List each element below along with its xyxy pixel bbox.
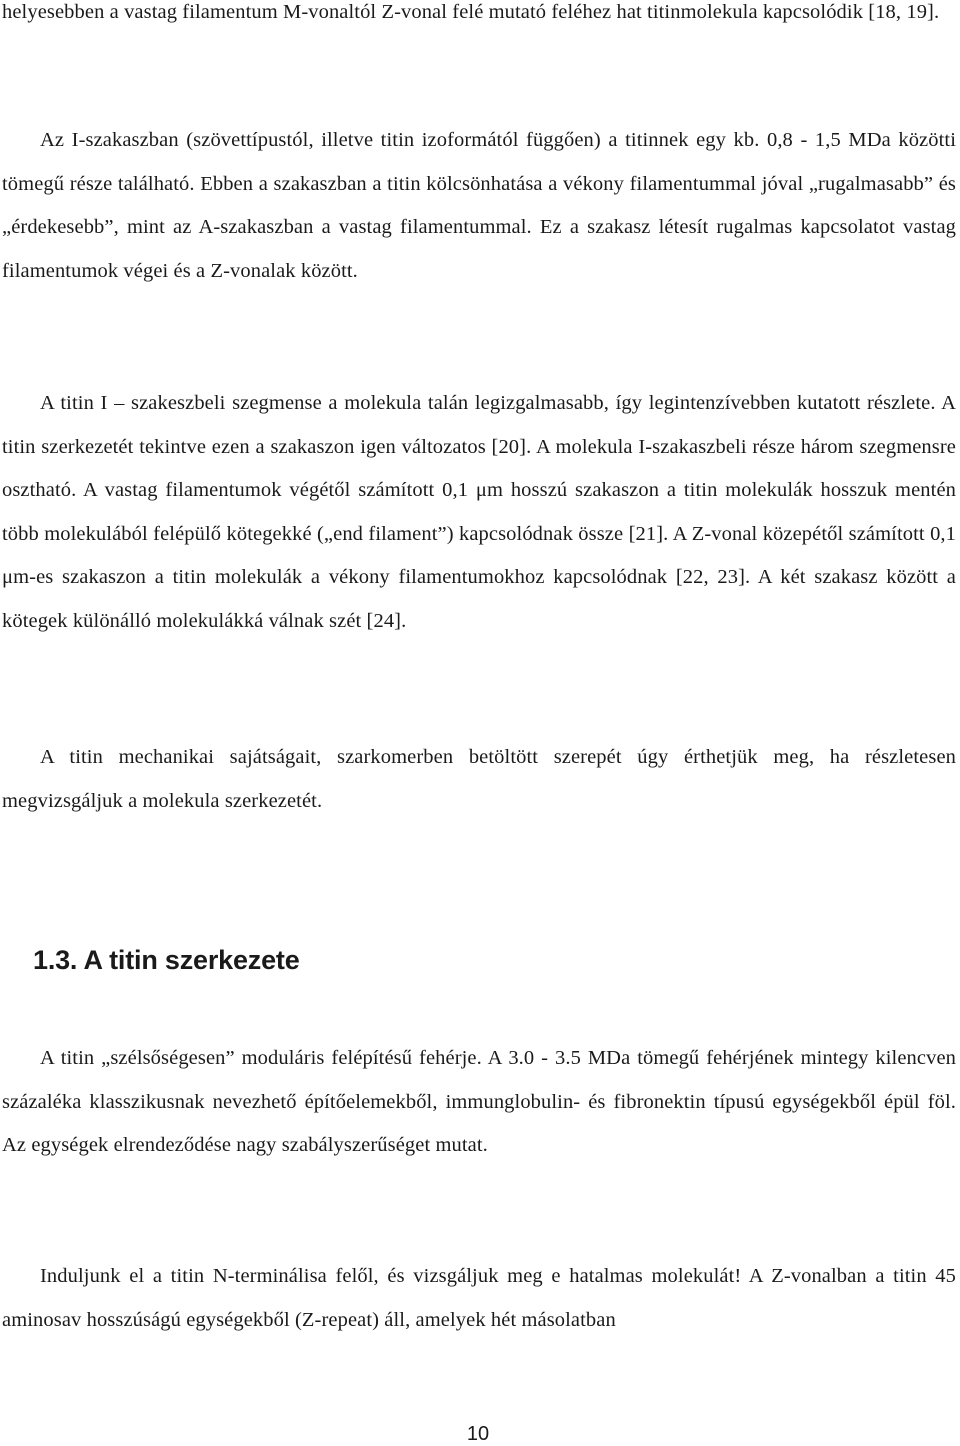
paragraph-modular-structure: A titin „szélsőségesen” moduláris felépítésű fehérje. A 3.0 - 3.5 MDa tömegű fehérjének mintegy kilencven százaléka klasszikusnak nevezhető építőelemekből, immunglobulin- és fibronektin típusú egységekből épül föl. Az egységek elrendeződése nagy szabályszerűséget mutat. [2, 1047, 956, 1157]
paragraph-i-band: Az I-szakaszban (szövettípustól, illetve titin izoformától függően) a titinnek egy kb. 0,8 - 1,5 MDa közötti tömegű része található. Ebben a szakaszban a titin kölcsönhatása a vékony filamentummal jóval „rugalmasabb” és „érdekesebb”, mint az A-szakaszban a vastag filamentummal. Ez a szakasz létesít rugalmas kapcsolatot vastag filamentumok végei és a Z-vonalak között. [2, 129, 956, 282]
section-heading: 1.3. A titin szerkezete [33, 945, 300, 975]
paragraph-continuation: helyesebben a vastag filamentum M-vonaltól Z-vonal felé mutató feléhez hat titinmolekula kapcsolódik [18, 19]. [2, 1, 940, 23]
paragraph-mechanics: A titin mechanikai sajátságait, szarkomerben betöltött szerepét úgy érthetjük meg, ha részletesen megvizsgáljuk a molekula szerkezetét. [2, 746, 956, 812]
paragraph-i-segment: A titin I – szakeszbeli szegmense a molekula talán legizgalmasabb, így legintenzívebben kutatott részlete. A titin szerkezetét tekintve ezen a szakaszon igen változatos [20]. A molekula I-szakaszbeli része három szegmensre osztható. A vastag filamentumok végétől számított 0,1 μm hosszú szakaszon a titin molekulák hosszuk mentén több molekulából felépülő kötegekké („end filament”) kapcsolódnak össze [21]. A Z-vonal közepétől számított 0,1 μm-es szakaszon a titin molekulák a vékony filamentumokhoz kapcsolódnak [22, 23]. A két szakasz között a kötegek különálló molekulákká válnak szét [24]. [2, 392, 956, 632]
page-number: 10 [466, 1423, 490, 1445]
paragraph-n-terminus: Induljunk el a titin N-terminálisa felől, és vizsgáljuk meg e hatalmas molekulát! A Z-vonalban a titin 45 aminosav hosszúságú egységekből (Z-repeat) áll, amelyek hét másolatban [2, 1265, 956, 1331]
